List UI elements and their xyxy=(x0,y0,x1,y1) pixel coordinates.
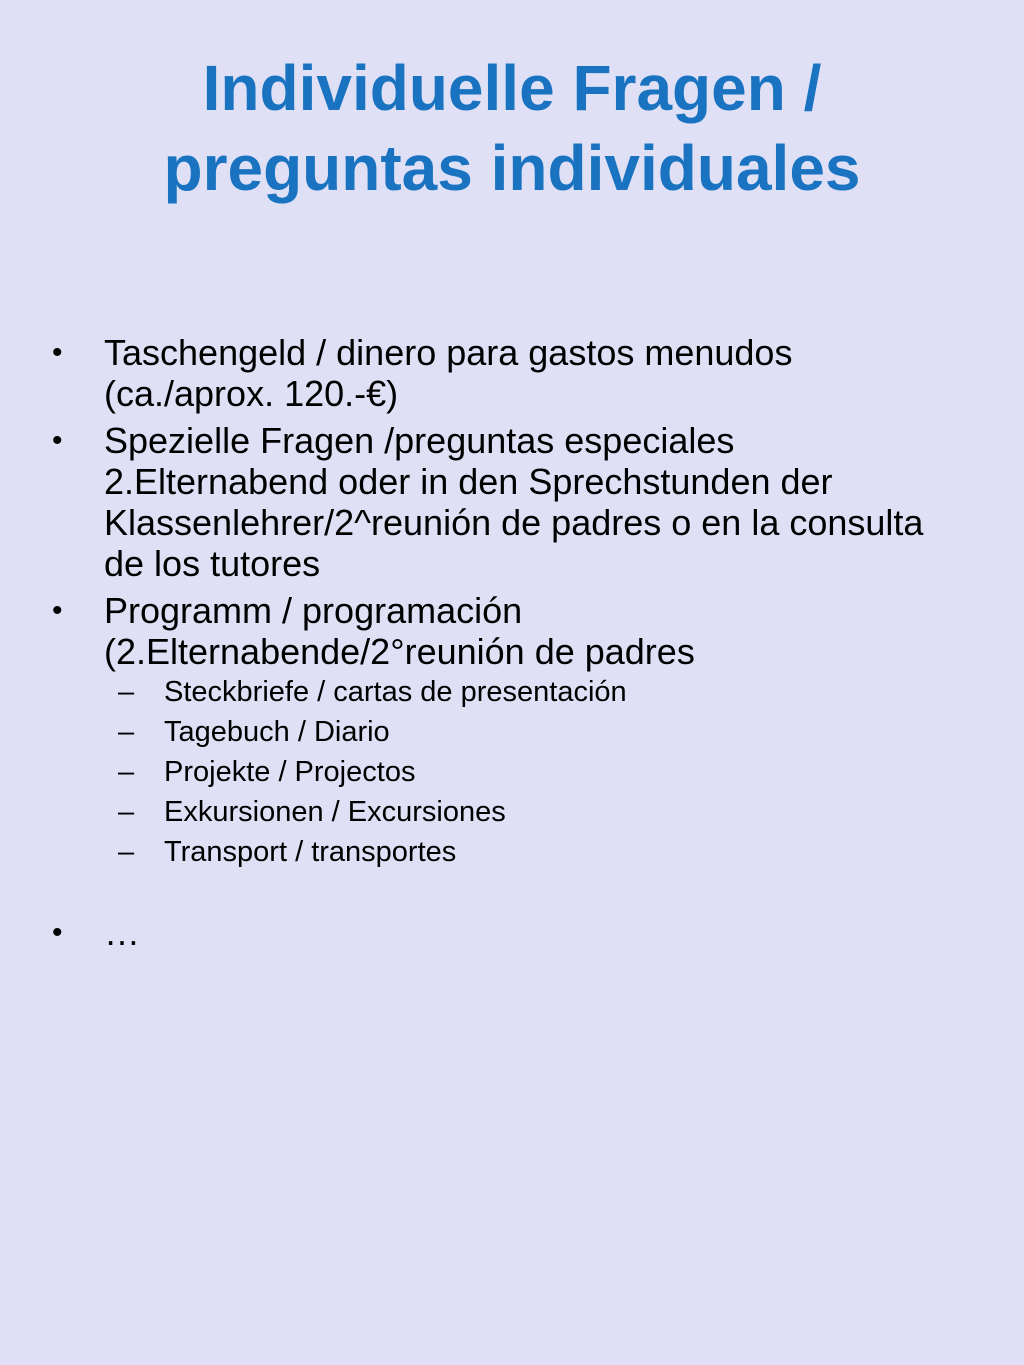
sub-list-item xyxy=(0,712,1024,752)
sub-list-item xyxy=(0,832,1024,872)
spacer xyxy=(0,872,1024,912)
title-line-1: Individuelle Fragen / xyxy=(202,52,822,124)
sub-item-label: Projekte / Projectos xyxy=(164,756,416,788)
item-line: … xyxy=(104,912,140,953)
sub-list-item xyxy=(0,672,1024,712)
sub-item-label: Steckbriefe / cartas de presentación xyxy=(164,676,627,708)
list-item xyxy=(0,912,1024,953)
dash-icon: – xyxy=(118,716,135,748)
title-line-2: preguntas individuales xyxy=(163,132,861,204)
item-line: (2.Elternabende/2°reunión de padres xyxy=(104,631,695,672)
bullet-icon: • xyxy=(52,594,63,627)
bullet-icon: • xyxy=(52,916,63,949)
sub-list-item xyxy=(0,792,1024,832)
dash-icon: – xyxy=(118,756,135,788)
dash-icon: – xyxy=(118,676,135,708)
item-line: Spezielle Fragen /preguntas especiales xyxy=(104,420,735,461)
item-line: (ca./aprox. 120.-€) xyxy=(104,373,399,414)
page-title xyxy=(0,48,1024,208)
bullet-icon: • xyxy=(52,336,63,369)
item-line: Klassenlehrer/2^reunión de padres o en la consulta xyxy=(104,502,924,543)
sub-list-item xyxy=(0,752,1024,792)
dash-icon: – xyxy=(118,836,135,868)
list-item xyxy=(0,420,1024,584)
sub-item-label: Transport / transportes xyxy=(164,836,457,868)
list-item xyxy=(0,590,1024,672)
item-line: de los tutores xyxy=(104,543,321,584)
sub-item-label: Tagebuch / Diario xyxy=(164,716,390,748)
bullet-list xyxy=(0,332,1024,959)
item-line: Programm / programación xyxy=(104,590,523,631)
item-line: 2.Elternabend oder in den Sprechstunden der xyxy=(104,461,833,502)
list-item xyxy=(0,332,1024,414)
item-line: Taschengeld / dinero para gastos menudos xyxy=(104,332,793,373)
dash-icon: – xyxy=(118,796,135,828)
bullet-icon: • xyxy=(52,424,63,457)
sub-item-label: Exkursionen / Excursiones xyxy=(164,796,506,828)
